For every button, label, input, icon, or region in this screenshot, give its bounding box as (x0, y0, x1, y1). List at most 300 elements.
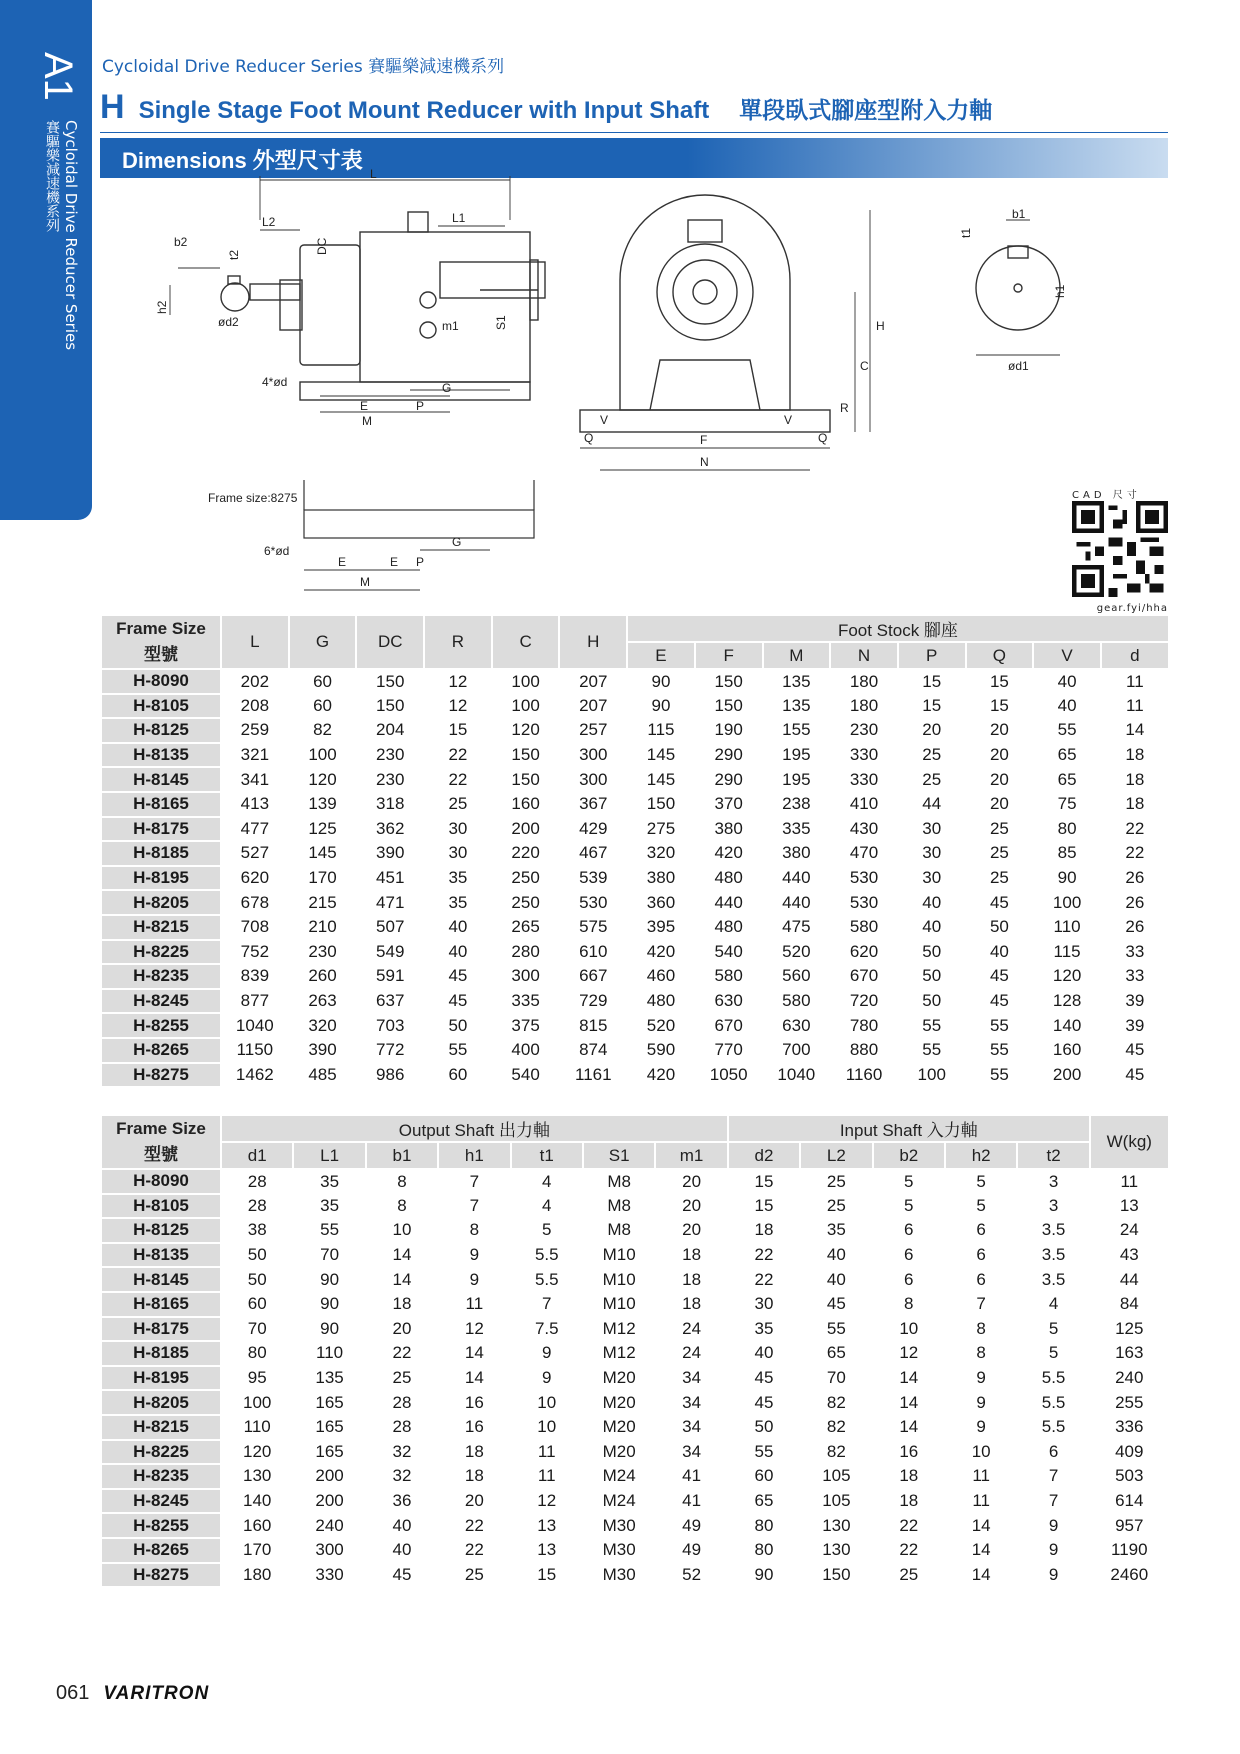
table-cell: 678 (221, 890, 289, 915)
table-cell: 50 (898, 964, 966, 989)
frame-size-cell: H-8245 (101, 989, 221, 1014)
table-cell: 9 (438, 1267, 510, 1292)
table-cell: 70 (293, 1243, 365, 1268)
table-cell: 24 (655, 1341, 727, 1366)
table-cell: 200 (293, 1464, 365, 1489)
table-cell: 9 (1017, 1513, 1089, 1538)
col-header: t1 (511, 1142, 583, 1169)
table-cell: 160 (492, 792, 560, 817)
table-cell: 195 (763, 767, 831, 792)
col-header: t2 (1017, 1142, 1089, 1169)
table-cell: 230 (356, 743, 424, 768)
dimension-table (100, 614, 1170, 1088)
table-cell: 708 (221, 915, 289, 940)
table-cell: 150 (356, 694, 424, 719)
input-shaft (250, 284, 300, 300)
col-header: m1 (655, 1142, 727, 1169)
table-cell: 670 (830, 964, 898, 989)
table-cell: 11 (945, 1464, 1017, 1489)
table-cell: 24 (1090, 1218, 1169, 1243)
table-cell: 160 (221, 1513, 293, 1538)
table-cell: 440 (763, 866, 831, 891)
table-cell: 22 (1101, 817, 1169, 842)
table-cell: 40 (728, 1341, 800, 1366)
table-cell: 24 (655, 1317, 727, 1342)
dim-label-F: F (700, 433, 708, 447)
table-cell: 637 (356, 989, 424, 1014)
table-cell: 10 (873, 1317, 945, 1342)
table-cell: 1040 (763, 1063, 831, 1088)
table-cell: M10 (583, 1292, 655, 1317)
table-row (101, 669, 1169, 694)
table-cell: 70 (221, 1317, 293, 1342)
table-cell: 25 (966, 866, 1034, 891)
table-cell: 14 (873, 1415, 945, 1440)
table-cell: 480 (695, 866, 763, 891)
table-cell: 105 (800, 1464, 872, 1489)
table-cell: 14 (1101, 718, 1169, 743)
table-cell: 55 (1033, 718, 1101, 743)
table-cell: 16 (438, 1390, 510, 1415)
table-cell: 527 (221, 841, 289, 866)
table-cell: 7 (438, 1169, 510, 1194)
col-header: L (221, 615, 289, 669)
table-cell: 90 (293, 1292, 365, 1317)
dim-label-L2: L2 (262, 215, 276, 229)
table-cell: 20 (898, 718, 966, 743)
table-row (101, 1489, 1169, 1514)
table-row (101, 1415, 1169, 1440)
table-cell: 480 (695, 915, 763, 940)
table-cell: 720 (830, 989, 898, 1014)
table-cell: 290 (695, 767, 763, 792)
table-cell: 35 (293, 1169, 365, 1194)
table-row (101, 767, 1169, 792)
table-cell: 9 (1017, 1538, 1089, 1563)
table-cell: M12 (583, 1317, 655, 1342)
table-cell: 467 (559, 841, 627, 866)
table-cell: 150 (492, 767, 560, 792)
table-cell: 25 (366, 1366, 438, 1391)
table-cell: 15 (966, 694, 1034, 719)
table-cell: 165 (293, 1390, 365, 1415)
table-cell: 55 (293, 1218, 365, 1243)
table-cell: 451 (356, 866, 424, 891)
table-cell: 18 (366, 1292, 438, 1317)
table-cell: 265 (492, 915, 560, 940)
table-cell: 238 (763, 792, 831, 817)
frame-size-cell: H-8135 (101, 743, 221, 768)
dim-label-M: M (362, 414, 372, 428)
table-cell: 55 (728, 1440, 800, 1465)
table-cell: 52 (655, 1563, 727, 1588)
table-cell: 380 (627, 866, 695, 891)
table-cell: 36 (366, 1489, 438, 1514)
dim-label-t1: t1 (959, 227, 973, 238)
table-cell: 420 (627, 940, 695, 965)
footer (56, 1682, 209, 1705)
page-number: 061 (56, 1682, 90, 1704)
table-cell: 10 (511, 1390, 583, 1415)
table-cell: 11 (945, 1489, 1017, 1514)
frame-8275-foot (304, 510, 534, 538)
table-cell: 2460 (1090, 1563, 1169, 1588)
table-cell: 120 (492, 718, 560, 743)
table-cell: 260 (289, 964, 357, 989)
table-cell: 40 (366, 1538, 438, 1563)
table-cell: 16 (438, 1415, 510, 1440)
table-cell: 80 (728, 1538, 800, 1563)
table-cell: 12 (511, 1489, 583, 1514)
table-row (101, 1390, 1169, 1415)
table-cell: 20 (366, 1317, 438, 1342)
frame-size-cell: H-8145 (101, 767, 221, 792)
table-cell: 30 (424, 841, 492, 866)
table-cell: 163 (1090, 1341, 1169, 1366)
table-cell: 880 (830, 1038, 898, 1063)
table-cell: 10 (945, 1440, 1017, 1465)
table-cell: 33 (1101, 940, 1169, 965)
table-cell: 5.5 (1017, 1390, 1089, 1415)
qr-block (1072, 486, 1168, 614)
table-cell: 5.5 (1017, 1366, 1089, 1391)
frame-size-cell: H-8105 (101, 1194, 221, 1219)
table-row (101, 1063, 1169, 1088)
table-cell: 180 (830, 694, 898, 719)
table-cell: 14 (438, 1341, 510, 1366)
table-cell: 7 (438, 1194, 510, 1219)
table-cell: 330 (830, 767, 898, 792)
col-header: P (898, 642, 966, 669)
technical-drawing (155, 167, 1160, 600)
table-cell: 120 (221, 1440, 293, 1465)
table-cell: 180 (830, 669, 898, 694)
table-cell: 420 (627, 1063, 695, 1088)
table-cell: 15 (728, 1169, 800, 1194)
table-cell: 22 (1101, 841, 1169, 866)
table-cell: 4 (511, 1194, 583, 1219)
table-cell: 44 (898, 792, 966, 817)
dim-label-C: C (860, 359, 869, 373)
table-cell: 28 (366, 1415, 438, 1440)
table-cell: 40 (1033, 669, 1101, 694)
table-cell: 14 (945, 1513, 1017, 1538)
table-cell: 105 (800, 1489, 872, 1514)
side-tab-en: Cycloidal Drive Reducer Series (62, 120, 80, 351)
table-cell: 30 (898, 817, 966, 842)
frame-size-cell: H-8225 (101, 1440, 221, 1465)
table-cell: 45 (728, 1366, 800, 1391)
table-cell: 9 (438, 1243, 510, 1268)
table-cell: 90 (293, 1267, 365, 1292)
table-cell: 10 (511, 1415, 583, 1440)
table-cell: 957 (1090, 1513, 1169, 1538)
table-cell: 580 (763, 989, 831, 1014)
table-cell: 230 (356, 767, 424, 792)
table-cell: 8 (366, 1169, 438, 1194)
table-cell: 14 (945, 1538, 1017, 1563)
table-cell: 82 (800, 1440, 872, 1465)
table-cell: M24 (583, 1464, 655, 1489)
table-cell: 15 (728, 1194, 800, 1219)
table-row (101, 743, 1169, 768)
table-cell: 20 (966, 767, 1034, 792)
table-row (101, 718, 1169, 743)
table-cell: 14 (873, 1366, 945, 1391)
frame-size-cell: H-8215 (101, 1415, 221, 1440)
frame-size-cell: H-8205 (101, 1390, 221, 1415)
table-row (101, 1267, 1169, 1292)
frame-size-cell: H-8090 (101, 1169, 221, 1194)
table-cell: 70 (800, 1366, 872, 1391)
table-cell: 55 (424, 1038, 492, 1063)
table-cell: 367 (559, 792, 627, 817)
table-row (101, 1317, 1169, 1342)
table-cell: 80 (728, 1513, 800, 1538)
group-header-input-shaft: Input Shaft 入力軸 (728, 1115, 1090, 1142)
table-cell: 60 (424, 1063, 492, 1088)
table-cell: 40 (1033, 694, 1101, 719)
table-cell: 5 (945, 1169, 1017, 1194)
table-cell: M8 (583, 1194, 655, 1219)
table-cell: 18 (1101, 792, 1169, 817)
table-cell: 590 (627, 1038, 695, 1063)
table-cell: 259 (221, 718, 289, 743)
table-row (101, 694, 1169, 719)
table-cell: 22 (438, 1538, 510, 1563)
table-cell: 28 (221, 1169, 293, 1194)
col-header: h1 (438, 1142, 510, 1169)
table-cell: 7 (1017, 1489, 1089, 1514)
table-cell: 45 (1101, 1038, 1169, 1063)
table-cell: 14 (438, 1366, 510, 1391)
table-row (101, 1464, 1169, 1489)
table-cell: 190 (695, 718, 763, 743)
table-cell: 18 (873, 1489, 945, 1514)
table-cell: 780 (830, 1013, 898, 1038)
weight-header: W(kg) (1090, 1115, 1169, 1169)
table-row (101, 1341, 1169, 1366)
table-cell: 9 (511, 1366, 583, 1391)
table-cell: 620 (830, 940, 898, 965)
table-cell: 55 (966, 1013, 1034, 1038)
frame-size-cell: H-8275 (101, 1563, 221, 1588)
dim-label-L: L (370, 167, 377, 181)
dim-label-L1: L1 (452, 211, 466, 225)
table-cell: 9 (945, 1390, 1017, 1415)
table-cell: 395 (627, 915, 695, 940)
table-cell: 390 (356, 841, 424, 866)
table-cell: 610 (559, 940, 627, 965)
table-cell: 300 (293, 1538, 365, 1563)
frame-size-cell: H-8245 (101, 1489, 221, 1514)
table-cell: 202 (221, 669, 289, 694)
table-cell: 12 (438, 1317, 510, 1342)
table-cell: 8 (873, 1292, 945, 1317)
front-foot (580, 410, 830, 432)
table-cell: 115 (627, 718, 695, 743)
table-cell: 100 (289, 743, 357, 768)
table-cell: 150 (695, 694, 763, 719)
col-header: DC (356, 615, 424, 669)
dim-label-R: R (840, 401, 849, 415)
table-cell: 575 (559, 915, 627, 940)
table-cell: M20 (583, 1390, 655, 1415)
page-title-en: Single Stage Foot Mount Reducer with Input Shaft (138, 97, 710, 124)
table-cell: M10 (583, 1267, 655, 1292)
table-cell: 591 (356, 964, 424, 989)
table-cell: 150 (800, 1563, 872, 1588)
col-header: N (830, 642, 898, 669)
table-cell: 25 (898, 767, 966, 792)
dim-label-V-left: V (600, 413, 609, 427)
table-cell: 207 (559, 669, 627, 694)
table-cell: 877 (221, 989, 289, 1014)
table-cell: 5.5 (511, 1243, 583, 1268)
table-cell: 50 (221, 1267, 293, 1292)
table-cell: 100 (1033, 890, 1101, 915)
table-cell: 45 (366, 1563, 438, 1588)
table-cell: 150 (627, 792, 695, 817)
table-cell: 20 (966, 718, 1034, 743)
table-cell: 839 (221, 964, 289, 989)
frame-size-cell: H-8275 (101, 1063, 221, 1088)
frame-size-cell: H-8165 (101, 1292, 221, 1317)
table-cell: 35 (728, 1317, 800, 1342)
table-row (101, 1538, 1169, 1563)
table-cell: 16 (873, 1440, 945, 1465)
dim-label-d1: ød1 (1008, 359, 1029, 373)
table-cell: 55 (898, 1038, 966, 1063)
table-cell: 95 (221, 1366, 293, 1391)
dim-label-P: P (416, 399, 425, 413)
table-cell: 18 (873, 1464, 945, 1489)
dim-label-H: H (876, 319, 885, 333)
col-header: S1 (583, 1142, 655, 1169)
dim-label-m1: m1 (442, 319, 459, 333)
table-row (101, 1218, 1169, 1243)
table-cell: 50 (898, 989, 966, 1014)
table-cell: 25 (966, 817, 1034, 842)
table-cell: 82 (800, 1390, 872, 1415)
col-header: M (763, 642, 831, 669)
table-cell: 540 (695, 940, 763, 965)
table-cell: 65 (1033, 743, 1101, 768)
table-cell: 3 (1017, 1169, 1089, 1194)
dim-label-holes4: 4*ød (262, 375, 288, 389)
table-cell: M8 (583, 1169, 655, 1194)
frame-size-cell: H-8195 (101, 866, 221, 891)
table-cell: 420 (695, 841, 763, 866)
table-cell: 145 (289, 841, 357, 866)
table-cell: 20 (966, 792, 1034, 817)
table-cell: 275 (627, 817, 695, 842)
table-row (101, 1194, 1169, 1219)
table-cell: 50 (966, 915, 1034, 940)
table-cell: 14 (945, 1563, 1017, 1588)
table-cell: 22 (424, 743, 492, 768)
col-header: L2 (800, 1142, 872, 1169)
table-cell: 15 (424, 718, 492, 743)
col-header: R (424, 615, 492, 669)
table-cell: 5.5 (1017, 1415, 1089, 1440)
table-cell: 25 (800, 1194, 872, 1219)
table-cell: 45 (424, 989, 492, 1014)
col-header: E (627, 642, 695, 669)
dim-label-E: E (360, 399, 369, 413)
table-cell: 480 (627, 989, 695, 1014)
table-cell: 400 (492, 1038, 560, 1063)
col-header: H (559, 615, 627, 669)
frame-size-cell: H-8105 (101, 694, 221, 719)
table-cell: 50 (221, 1243, 293, 1268)
table-cell: 130 (800, 1513, 872, 1538)
dim-label-holes6: 6*ød (264, 544, 290, 558)
table-cell: 772 (356, 1038, 424, 1063)
table-cell: 7 (511, 1292, 583, 1317)
table-cell: 5 (945, 1194, 1017, 1219)
table-cell: 11 (511, 1464, 583, 1489)
table-cell: 40 (424, 915, 492, 940)
table-cell: 41 (655, 1464, 727, 1489)
dim-label-DC: DC (315, 237, 329, 255)
table-cell: M20 (583, 1440, 655, 1465)
table-cell: 15 (966, 669, 1034, 694)
table-cell: 139 (289, 792, 357, 817)
table-cell: 230 (830, 718, 898, 743)
table-cell: M30 (583, 1513, 655, 1538)
table-cell: 6 (1017, 1440, 1089, 1465)
table-cell: 30 (898, 841, 966, 866)
table-cell: 11 (511, 1440, 583, 1465)
dim-label-h2: h2 (155, 300, 169, 314)
frame-size-cell: H-8145 (101, 1267, 221, 1292)
dim-label-P2: P (416, 555, 425, 569)
table-cell: 580 (695, 964, 763, 989)
table-row (101, 1292, 1169, 1317)
table-row (101, 915, 1169, 940)
table-cell: 100 (898, 1063, 966, 1088)
table-cell: 60 (289, 669, 357, 694)
table-row (101, 817, 1169, 842)
table-cell: 45 (966, 989, 1034, 1014)
table-cell: 40 (966, 940, 1034, 965)
frame-size-cell: H-8125 (101, 1218, 221, 1243)
table-cell: 335 (763, 817, 831, 842)
table-cell: 7.5 (511, 1317, 583, 1342)
dim-label-h1: h1 (1053, 284, 1067, 298)
dim-label-t2: t2 (227, 249, 241, 260)
table-cell: 60 (221, 1292, 293, 1317)
table-row (101, 1038, 1169, 1063)
table-cell: 530 (830, 890, 898, 915)
table-cell: 14 (366, 1267, 438, 1292)
table-cell: 125 (1090, 1317, 1169, 1342)
table-cell: 45 (966, 890, 1034, 915)
table-cell: 100 (221, 1390, 293, 1415)
table-cell: 204 (356, 718, 424, 743)
table-cell: 128 (1033, 989, 1101, 1014)
table-cell: 539 (559, 866, 627, 891)
table-cell: 200 (293, 1489, 365, 1514)
table-cell: 18 (655, 1292, 727, 1317)
table-row (101, 1563, 1169, 1588)
side-tab-zh: 賽驅樂減速機系列 (44, 120, 60, 232)
table-cell: 35 (293, 1194, 365, 1219)
table-cell: 49 (655, 1513, 727, 1538)
table-cell: 135 (763, 694, 831, 719)
table-cell: 330 (830, 743, 898, 768)
